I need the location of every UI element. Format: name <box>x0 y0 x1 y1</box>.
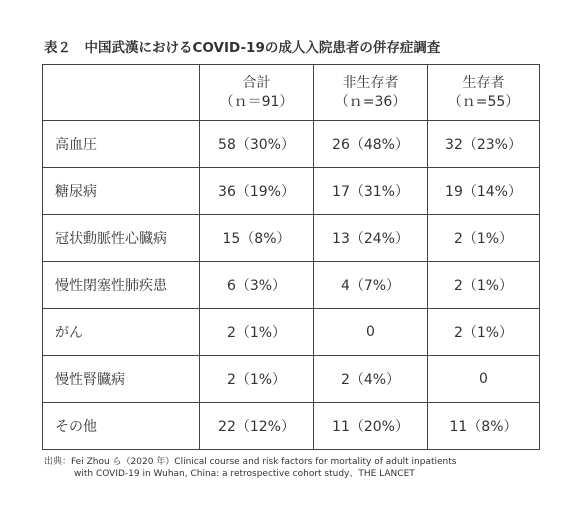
cell-total: 2（1%） <box>200 356 314 403</box>
cell-total: 15（8%） <box>200 215 314 262</box>
header-non-survivors-n: （ｎ=36） <box>334 93 407 110</box>
row-label: 慢性腎臓病 <box>43 356 200 403</box>
table-row <box>43 168 540 215</box>
header-non-survivors <box>314 65 428 121</box>
table-row <box>43 356 540 403</box>
header-survivors-n: （ｎ=55） <box>447 93 520 110</box>
cell-non-survivors: 13（24%） <box>314 215 428 262</box>
table-row <box>43 309 540 356</box>
header-survivors <box>428 65 540 121</box>
source-footnote <box>44 456 456 480</box>
comorbidity-table <box>42 64 540 450</box>
cell-survivors: 2（1%） <box>428 309 540 356</box>
row-label: その他 <box>43 403 200 450</box>
cell-survivors: 0 <box>428 356 540 403</box>
cell-non-survivors: 17（31%） <box>314 168 428 215</box>
row-label: 慢性閉塞性肺疾患 <box>43 262 200 309</box>
cell-total: 22（12%） <box>200 403 314 450</box>
header-non-survivors-label: 非生存者 <box>342 74 399 91</box>
header-total-n: （ｎ＝91） <box>219 93 294 110</box>
cell-non-survivors: 26（48%） <box>314 121 428 168</box>
row-label: がん <box>43 309 200 356</box>
cell-survivors: 19（14%） <box>428 168 540 215</box>
row-label: 糖尿病 <box>43 168 200 215</box>
header-row <box>43 65 540 121</box>
cell-non-survivors: 0 <box>314 309 428 356</box>
footnote-line-2: with COVID-19 in Wuhan, China: a retrospective cohort study、THE LANCET <box>74 469 415 479</box>
header-total <box>200 65 314 121</box>
cell-non-survivors: 4（7%） <box>314 262 428 309</box>
table-row <box>43 403 540 450</box>
cell-survivors: 2（1%） <box>428 262 540 309</box>
table-title: 表２ 中国武漢におけるCOVID-19の成人入院患者の併存症調査 <box>44 40 441 56</box>
footnote-line-1: 出典：Fei Zhou ら（2020 年）Clinical course and risk factors for mortality of adult inpatients <box>44 457 457 467</box>
cell-survivors: 2（1%） <box>428 215 540 262</box>
cell-total: 36（19%） <box>200 168 314 215</box>
cell-total: 58（30%） <box>200 121 314 168</box>
cell-total: 6（3%） <box>200 262 314 309</box>
cell-survivors: 32（23%） <box>428 121 540 168</box>
header-total-label: 合計 <box>242 74 271 91</box>
row-label: 冠状動脈性心臓病 <box>43 215 200 262</box>
cell-non-survivors: 2（4%） <box>314 356 428 403</box>
cell-total: 2（1%） <box>200 309 314 356</box>
header-survivors-label: 生存者 <box>462 74 505 91</box>
cell-non-survivors: 11（20%） <box>314 403 428 450</box>
header-empty-cell <box>43 65 200 121</box>
row-label: 高血圧 <box>43 121 200 168</box>
cell-survivors: 11（8%） <box>428 403 540 450</box>
table-row <box>43 262 540 309</box>
table-row <box>43 215 540 262</box>
table-row <box>43 121 540 168</box>
